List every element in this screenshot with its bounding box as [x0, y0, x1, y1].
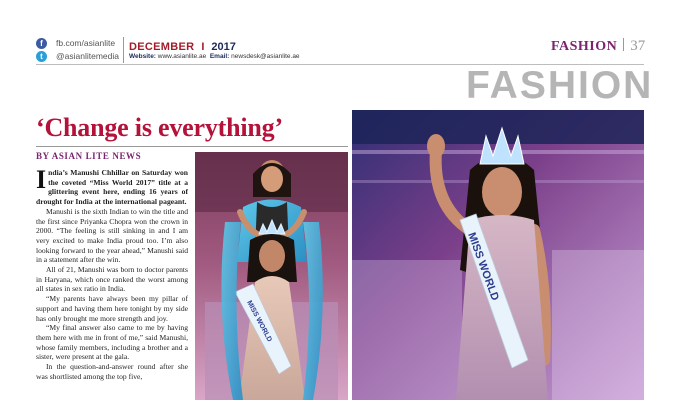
lead-text: ndia’s Manushi Chhillar on Saturday won the coveted “Miss World 2017” title at a glittering event here, ending 16 years of drought for India at the international pageant. — [36, 168, 188, 207]
email-label: Email: — [209, 53, 230, 60]
facebook-icon: f — [36, 38, 47, 49]
facebook-link[interactable]: fb.com/asianlite — [56, 38, 116, 48]
winner-photo-art — [352, 110, 644, 400]
left-sash-text: MISS WORLD — [245, 299, 273, 344]
crowning-photo-art — [195, 152, 348, 400]
article-body — [36, 168, 188, 400]
article-headline: ‘Change is everything’ — [36, 113, 283, 142]
section-tag — [551, 37, 645, 55]
twitter-icon: t — [36, 51, 47, 62]
article-paragraph: All of 21, Manushi was born to doctor parents in Haryana, which once ranked the worst among all states in sex ratio in India. — [36, 265, 188, 294]
website-link[interactable]: www.asianlite.ae — [157, 53, 207, 60]
header-divider — [123, 37, 124, 63]
winner-photo — [352, 110, 644, 400]
email-link[interactable]: newsdesk@asianlite.ae — [231, 53, 300, 60]
section-divider — [623, 38, 624, 51]
article-paragraph: In the question-and-answer round after she was shortlisted among the top five, — [36, 362, 188, 381]
issue-month: DECEMBER — [129, 41, 195, 53]
section-name: FASHION — [551, 39, 618, 54]
twitter-link[interactable]: @asianlitemedia — [56, 51, 119, 61]
article-paragraph: “My parents have always been my pillar of support and having them here tonight by my side has only brought me more strength and joy. — [36, 294, 188, 323]
headline-rule — [36, 146, 348, 147]
article-paragraph: Manushi is the sixth Indian to win the title and the first since Priyanka Chopra won the crown in 2000. “The feeling is still sinking in and I am very excited to make India proud too. I’m also looking forward to the year ahead,” Manushi said in a statement after the win. — [36, 206, 188, 265]
article-paragraph: “My final answer also came to me by having them here with me in front of me,” said Manushi, whose family members, including a brother and a sister, were present at the gala. — [36, 323, 188, 362]
right-sash-text: MISS WORLD — [465, 230, 501, 303]
page-number: 37 — [630, 38, 646, 54]
website-label: Website: — [129, 53, 156, 60]
section-banner: FASHION — [466, 64, 654, 107]
drop-cap: I — [36, 168, 47, 194]
issue-year: 2017 — [211, 41, 236, 53]
article-lead — [36, 168, 188, 207]
contact-bar — [129, 53, 300, 60]
date-separator: I — [201, 41, 205, 53]
crowning-photo — [195, 152, 348, 400]
article-byline: BY ASIAN LITE NEWS — [36, 151, 142, 161]
